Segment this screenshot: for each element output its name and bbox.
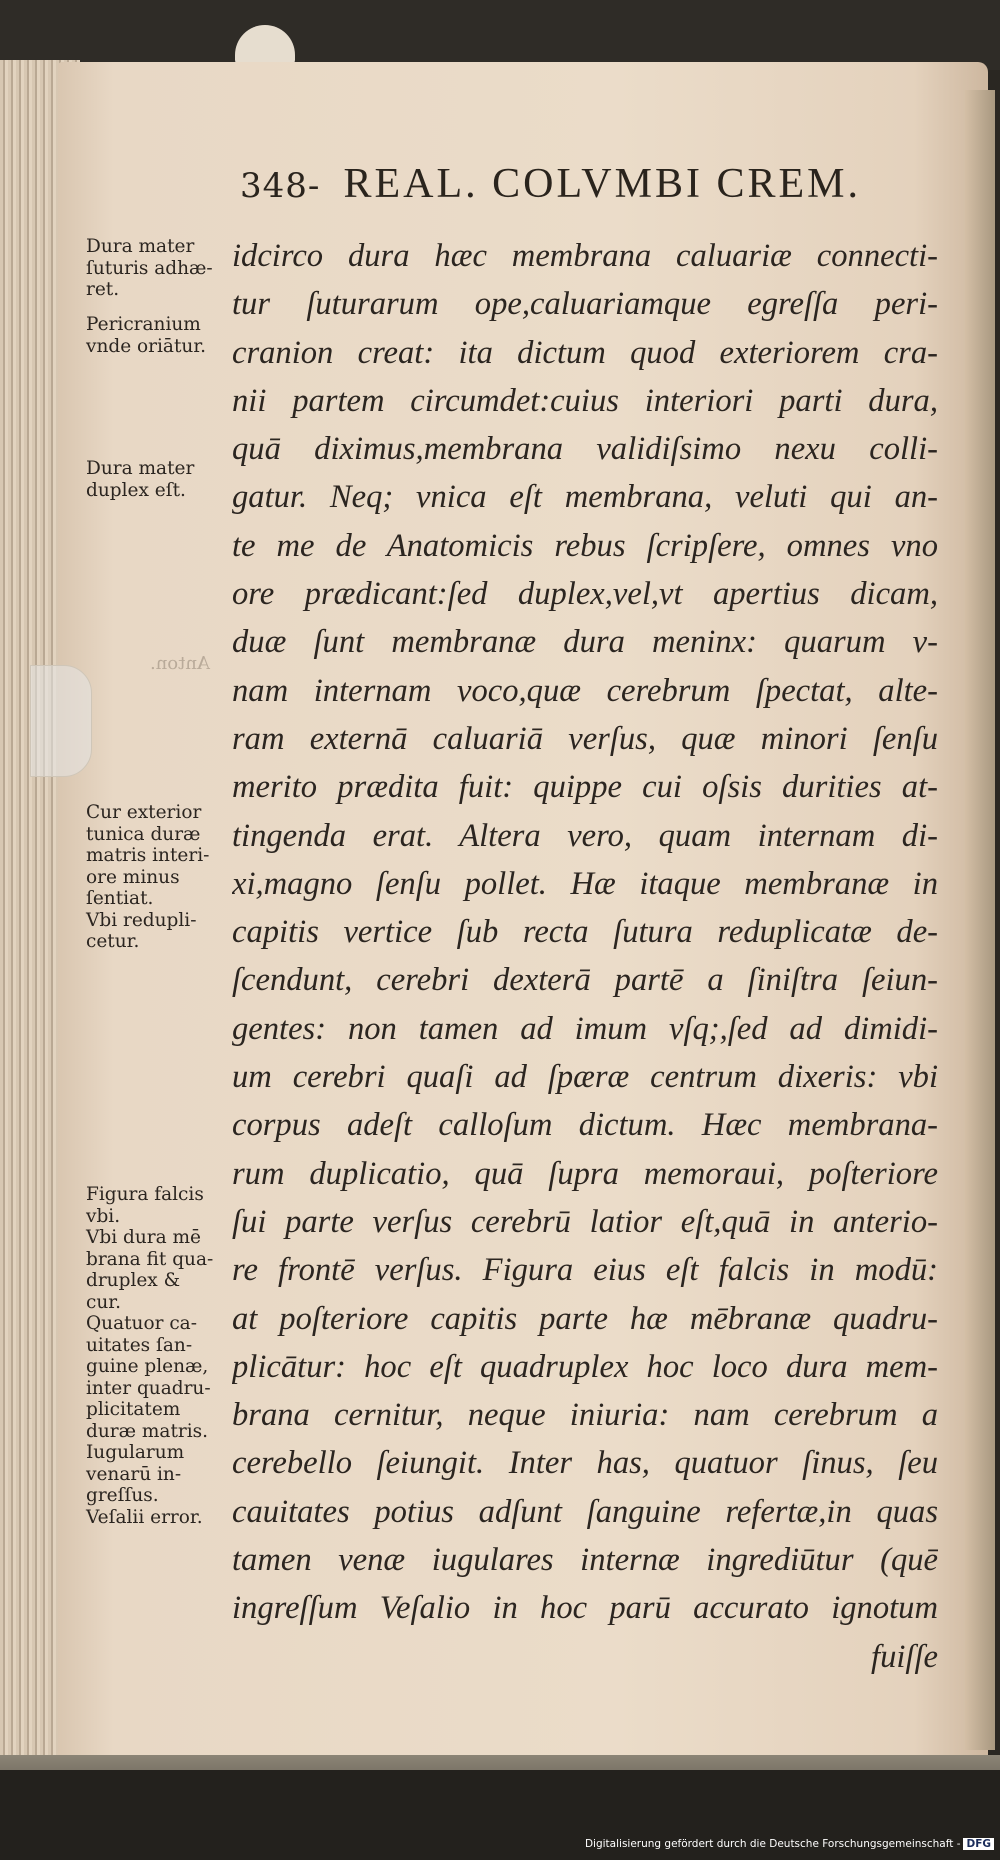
body-line: ſui parte verſus cerebrū latior eſt,quā in anterio- xyxy=(232,1203,938,1240)
scan-background-top xyxy=(0,0,1000,70)
page-right-edge xyxy=(965,90,995,1750)
margin-note-line: ret. xyxy=(86,279,120,300)
body-line: gatur. Neq; vnica eſt membrana, veluti qui an- xyxy=(232,479,938,516)
margin-note-figura-falcis xyxy=(86,1184,246,1528)
margin-note-line: venarū in- xyxy=(86,1463,182,1485)
body-line: duæ ſunt membranæ dura meninx: quarum v- xyxy=(232,624,938,661)
page-number: 348- xyxy=(240,166,321,206)
margin-note-line: ore minus xyxy=(86,866,180,888)
catchword: fuiſſe xyxy=(871,1638,938,1675)
margin-note-line: Figura falcis xyxy=(86,1184,204,1205)
margin-note-exterior-tunica xyxy=(86,802,246,953)
body-line: cauitates potius adſunt ſanguine refertæ,in quas xyxy=(232,1493,938,1530)
body-line: tingenda erat. Altera vero, quam internam di- xyxy=(232,817,938,854)
margin-note-line: cetur. xyxy=(86,931,140,952)
body-line: corpus adeſt calloſum dictum. Hæc membrana- xyxy=(232,1107,938,1144)
body-line: at poſteriore capitis parte hæ mēbranæ quadru- xyxy=(232,1300,938,1337)
margin-note-line: guine plenæ, xyxy=(86,1356,209,1377)
page-header xyxy=(240,160,861,208)
margin-note-pericranium xyxy=(86,314,246,357)
margin-note-line: Vbi redupli- xyxy=(86,909,197,931)
margin-note-line: matris interi- xyxy=(86,845,210,866)
dfg-logo: DFG xyxy=(963,1838,994,1850)
margin-note-line: greſſus. xyxy=(86,1485,159,1506)
body-line: plicātur: hoc eſt quadruplex hoc loco dura mem- xyxy=(232,1348,938,1385)
margin-note-line: vbi. xyxy=(86,1205,121,1227)
body-line: tur ſuturarum ope,caluariamque egreſſa peri- xyxy=(232,286,938,323)
digitization-credit xyxy=(585,1838,994,1850)
margin-note-line: Iugularum xyxy=(86,1442,185,1463)
body-line: re frontē verſus. Figura eius eſt falcis in modū: xyxy=(232,1252,938,1289)
body-line: xi,magno ſenſu pollet. Hæ itaque membranæ in xyxy=(232,865,938,902)
body-line: te me de Anatomicis rebus ſcripſere, omnes vno xyxy=(232,527,938,564)
margin-note-line: ſuturis adhæ- xyxy=(86,257,213,279)
body-line: ingreſſum Veſalio in hoc parū accurato ignotum xyxy=(232,1590,938,1627)
margin-note-line: druplex & xyxy=(86,1270,181,1291)
body-line: gentes: non tamen ad imum vſq;,ſed ad dimidi- xyxy=(232,1010,938,1047)
body-line: quā diximus,membrana validiſsimo nexu colli- xyxy=(232,431,938,468)
body-line: capitis vertice ſub recta ſutura reduplicatæ de- xyxy=(232,914,938,951)
margin-note-line: Cur exterior xyxy=(86,802,202,823)
margin-note-dura-mater-sutures xyxy=(86,236,246,301)
body-text xyxy=(232,232,938,1681)
body-line: cerebello ſeiungit. Inter has, quatuor ſinus, ſeu xyxy=(232,1445,938,1482)
margin-note-dura-mater-duplex xyxy=(86,458,246,501)
margin-note-line: cur. xyxy=(86,1291,121,1313)
body-line: ram externā caluariā verſus, quæ minori ſenſu xyxy=(232,720,938,757)
body-line: um cerebri quaſi ad ſpæræ centrum dixeris: vbi xyxy=(232,1059,938,1096)
margin-note-line: Dura mater xyxy=(86,458,195,479)
margin-note-line: ſentiat. xyxy=(86,888,154,909)
margin-note-line: brana fit qua- xyxy=(86,1248,214,1270)
margin-note-line: Vbi dura mē xyxy=(86,1227,202,1248)
body-line: tamen venæ iugulares internæ ingrediūtur (quē xyxy=(232,1542,938,1579)
body-line: ſcendunt, cerebri dexterā partē a ſiniſtra ſeiun- xyxy=(232,962,938,999)
body-line: rum duplicatio, quā ſupra memoraui, poſteriore xyxy=(232,1155,938,1192)
margin-note-line: duræ matris. xyxy=(86,1420,209,1442)
margin-note-line: uitates ſan- xyxy=(86,1334,193,1356)
margin-note-line: Dura mater xyxy=(86,236,195,257)
body-line: nii partem circumdet:cuius interiori parti dura, xyxy=(232,382,938,419)
margin-note-line: inter quadru- xyxy=(86,1377,211,1399)
bleed-through-text: Anton. xyxy=(150,653,210,674)
margin-note-line: Quatuor ca- xyxy=(86,1313,197,1334)
credit-text: Digitalisierung gefördert durch die Deutsche Forschungsgemeinschaft - xyxy=(584,1838,961,1850)
margin-note-line: plicitatem xyxy=(86,1399,181,1420)
body-line: merito prædita fuit: quippe cui oſsis durities at- xyxy=(232,769,938,806)
running-title: REAL. COLVMBI CREM. xyxy=(343,161,861,207)
body-line: nam internam voco,quæ cerebrum ſpectat, alte- xyxy=(232,672,938,709)
margin-note-line: tunica duræ xyxy=(86,823,201,845)
body-line: brana cernitur, neque iniuria: nam cerebrum a xyxy=(232,1397,938,1434)
body-line: idcirco dura hæc membrana caluariæ connecti- xyxy=(232,238,938,274)
page-tab xyxy=(30,665,92,777)
body-line: ore prædicant:ſed duplex,vel,vt apertius dicam, xyxy=(232,576,938,613)
margin-note-line: Veſalii error. xyxy=(86,1506,203,1528)
body-line: cranion creat: ita dictum quod exteriorem cra- xyxy=(232,334,938,371)
margin-note-line: Pericranium xyxy=(86,314,201,335)
margin-note-line: duplex eſt. xyxy=(86,479,186,501)
margin-note-line: vnde oriātur. xyxy=(86,335,207,357)
